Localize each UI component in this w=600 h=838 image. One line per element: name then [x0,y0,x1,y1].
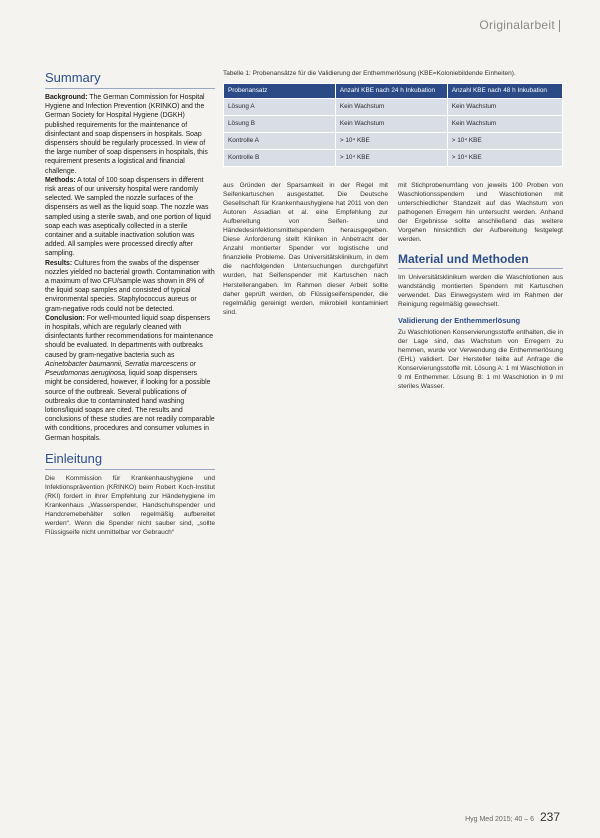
right-column [223,70,563,391]
summary-title: Summary [45,70,215,89]
section-tag-label: Originalarbeit [479,18,555,32]
conclusion-species: Acinetobacter baumannii, Serratia marcescens or Pseudomonas aeruginosa, [45,360,196,378]
summary-background [45,93,215,176]
summary-results [45,259,215,314]
table-cell: Kein Wachstum [447,115,562,132]
results-label: Results: [45,259,73,267]
table-cell: Kontrolle A [224,132,336,149]
table-header: Probenansatz [224,83,336,98]
body-text-b: mit Stichprobenumfang von jeweils 100 Proben von Waschlotionsspendern und Waschlotionen mit unterschiedlicher Standzeit auf das Wachstum von pathogenen Erregern hin untersucht werden. Anhand der Ergebnisse sollte anschließend das weitere Vorgehen hinsichtlich der Aufbereitung festgelegt werden. [398,181,563,244]
table-header-row [224,83,563,98]
table-cell: Kein Wachstum [447,98,562,115]
table-header: Anzahl KBE nach 24 h Inkubation [335,83,447,98]
journal-reference: Hyg Med 2015; 40 – 6 [465,816,534,823]
table-caption: Tabelle 1: Probenansätze für die Validierung der Enthemmerlösung (KBE=Koloniebildende Einheiten). [223,70,516,77]
table-cell: Lösung B [224,115,336,132]
table-row [224,115,563,132]
methods-text: A total of 100 soap dispensers in different risk areas of our university hospital were randomly selected. We sampled the nozzle surfaces of the dispensers as well as the liquid soap. The nozzle was sampled using a sterile swab, and one portion of liquid soap each was aseptically collected in a sterile container and a suitable inactivation solution was added. All samples were processed directly after sampling. [45,176,211,258]
conclusion-text-2: liquid soap dispensers might be considered, however, if looking for a possible source of the outbreak. Several publications of outbreaks due to contaminated hand washing lotions/liquid soaps are cited. The results and conclusions of these studies are not readily comparable with conditions, procedures and consumer volumes in German hospitals. [45,370,215,442]
table-row [224,98,563,115]
table-cell: > 10⁴ KBE [335,149,447,166]
table-cell: Kein Wachstum [335,98,447,115]
conclusion-text: For well-mounted liquid soap dispensers in hospitals, which are regularly cleaned with disinfectants further recommendations for maintenance should be evaluated. In departments with outbreaks caused by gram-negative bacteria such as [45,314,214,359]
summary-body [45,93,215,443]
body-column-b [398,181,563,392]
table-cell: > 10⁴ KBE [335,132,447,149]
validation-table [223,83,563,167]
einleitung-text: Die Kommission für Krankenhaushygiene und Infektionsprävention (KRINKO) beim Robert Koch-Institut (RKI) fordert in ihrer Empfehlung zur Händehygiene im Krankenhaus „Wasserspender, Handschuhspender und Handcremebehälter sollen regelmäßig aufbereitet werden“. Wenn die Spender nicht sauber sind, „sollte Flüssigseife nicht unmittelbar vor Gebrauch“ [45,474,215,537]
table-cell: Kontrolle B [224,149,336,166]
page-number: 237 [539,810,560,824]
table-row [224,132,563,149]
summary-methods [45,176,215,259]
page-footer [465,810,560,824]
divider-bar [559,20,560,32]
body-columns [223,181,563,392]
results-text: Cultures from the swabs of the dispenser nozzles yielded no bacterial growth. Contamination with a maximum of two CFU/sample was shown in 8% of the liquid soap samples and consisted of typical environmental species. Staphylococcus aureus or gram-negative rods could not be detected. [45,259,215,313]
table-cell: Kein Wachstum [335,115,447,132]
material-title: Material und Methoden [398,252,563,269]
background-text: The German Commission for Hospital Hygiene and Infection Prevention (KRINKO) and the German Society for Hospital Hygiene (DGKH) published requirements for the maintenance of disinfectant and soap dispensers in hospitals. Soap dispensers should be regularly processed. In view of the large number of soap dispensers in hospitals, this requirement presents a logistical and financial challenge. [45,94,208,175]
section-tag [479,18,560,32]
einleitung-title: Einleitung [45,451,215,470]
material-text: Im Universitätsklinikum werden die Waschlotionen aus wandständig montierten Spendern mit Kartuschen verwendet. Das Einwegsystem wird im Rahmen der Reinigung regelmäßig gewechselt. [398,274,563,309]
body-column-a [223,181,388,392]
methods-label: Methods: [45,176,76,184]
table-cell: > 10⁴ KBE [447,132,562,149]
validation-text: Zu Waschlotionen Konservierungsstoffe enthalten, die in der Lage sind, das Wachstum von Erregern zu hemmen, wurde vor Verwendung die Enthemmerlösung (EHL) validiert. Der Hersteller teilte auf Anfrage die Konservierungsstoffe mit. Lösung A: 1 ml Waschlotion in 9 ml Enthemmer. Lösung B: 1 ml Waschlotion in 9 ml steriles Wasser. [398,328,563,391]
table-header: Anzahl KBE nach 48 h Inkubation [447,83,562,98]
summary-conclusion [45,314,215,443]
table-cell: Lösung A [224,98,336,115]
background-label: Background: [45,94,88,101]
body-text-a: aus Gründen der Sparsamkeit in der Regel mit Seifenkartuschen ausgestattet. Die Deutsche Gesellschaft für Krankenhaushygiene hat 2011 von den Autoren Assadian et al. eine Empfehlung zur Aufbereitung von Seifen- und Händedesinfektionsmittelspendern herausgegeben. Diese Anforderung stellt Kliniken in Anbetracht der Anzahl montierter Spender vor logistische und finanzielle Probleme. Das Universitätsklinikum, in dem die nachfolgenden Untersuchungen durchgeführt wurden, hat Seifenspender mit Kartuschen nach Herstellerangaben. Im Rahmen dieser Arbeit sollte daher geprüft werden, ob Flüssigseifenspender, die regelmäßig gereinigt werden, mikrobiell kontaminiert sind. [223,181,388,316]
table-row [224,149,563,166]
left-column [45,70,215,537]
conclusion-label: Conclusion: [45,314,85,322]
table-cell: > 10⁴ KBE [447,149,562,166]
validation-subtitle: Validierung der Enthemmerlösung [398,315,521,325]
